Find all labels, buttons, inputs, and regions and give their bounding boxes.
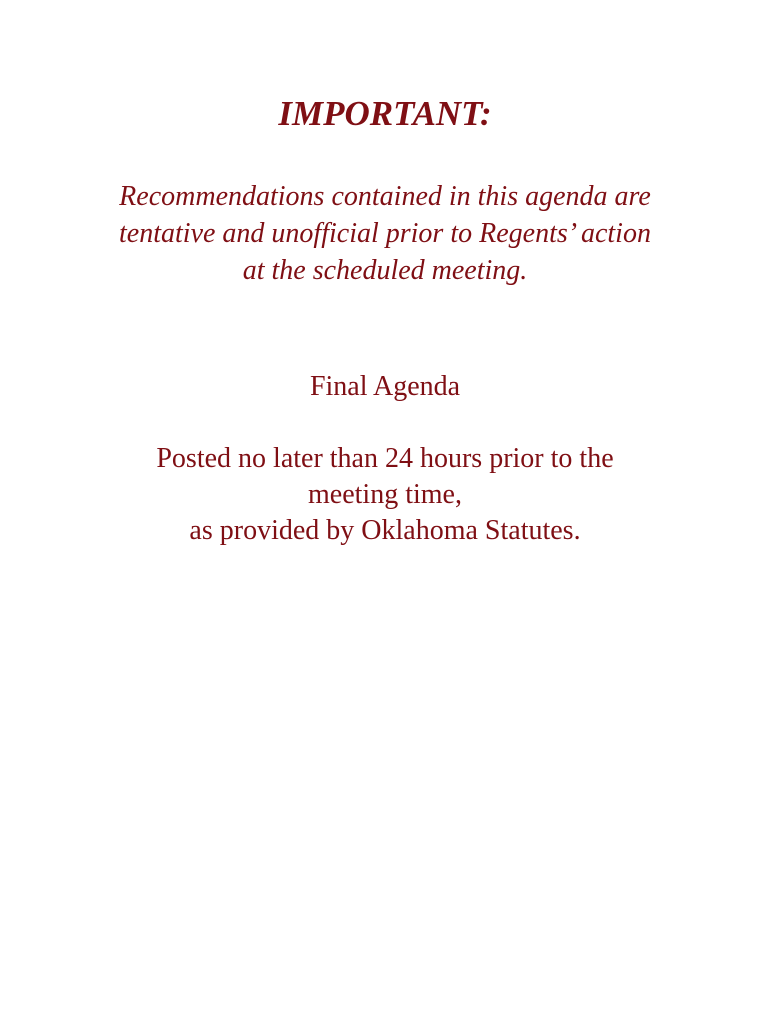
posting-line: as provided by Oklahoma Statutes.	[189, 515, 581, 546]
notice-line: at the scheduled meeting.	[242, 255, 528, 286]
important-heading: IMPORTANT:	[278, 94, 492, 133]
notice-line: tentative and unofficial prior to Regents’ action	[119, 218, 651, 249]
posting-line: Posted no later than 24 hours prior to the	[156, 443, 614, 474]
tentative-recommendations-notice	[40, 178, 730, 289]
final-agenda-title: Final Agenda	[309, 371, 461, 402]
posting-statement	[40, 441, 730, 549]
posting-line: meeting time,	[308, 479, 462, 510]
notice-line: Recommendations contained in this agenda are	[119, 181, 651, 212]
